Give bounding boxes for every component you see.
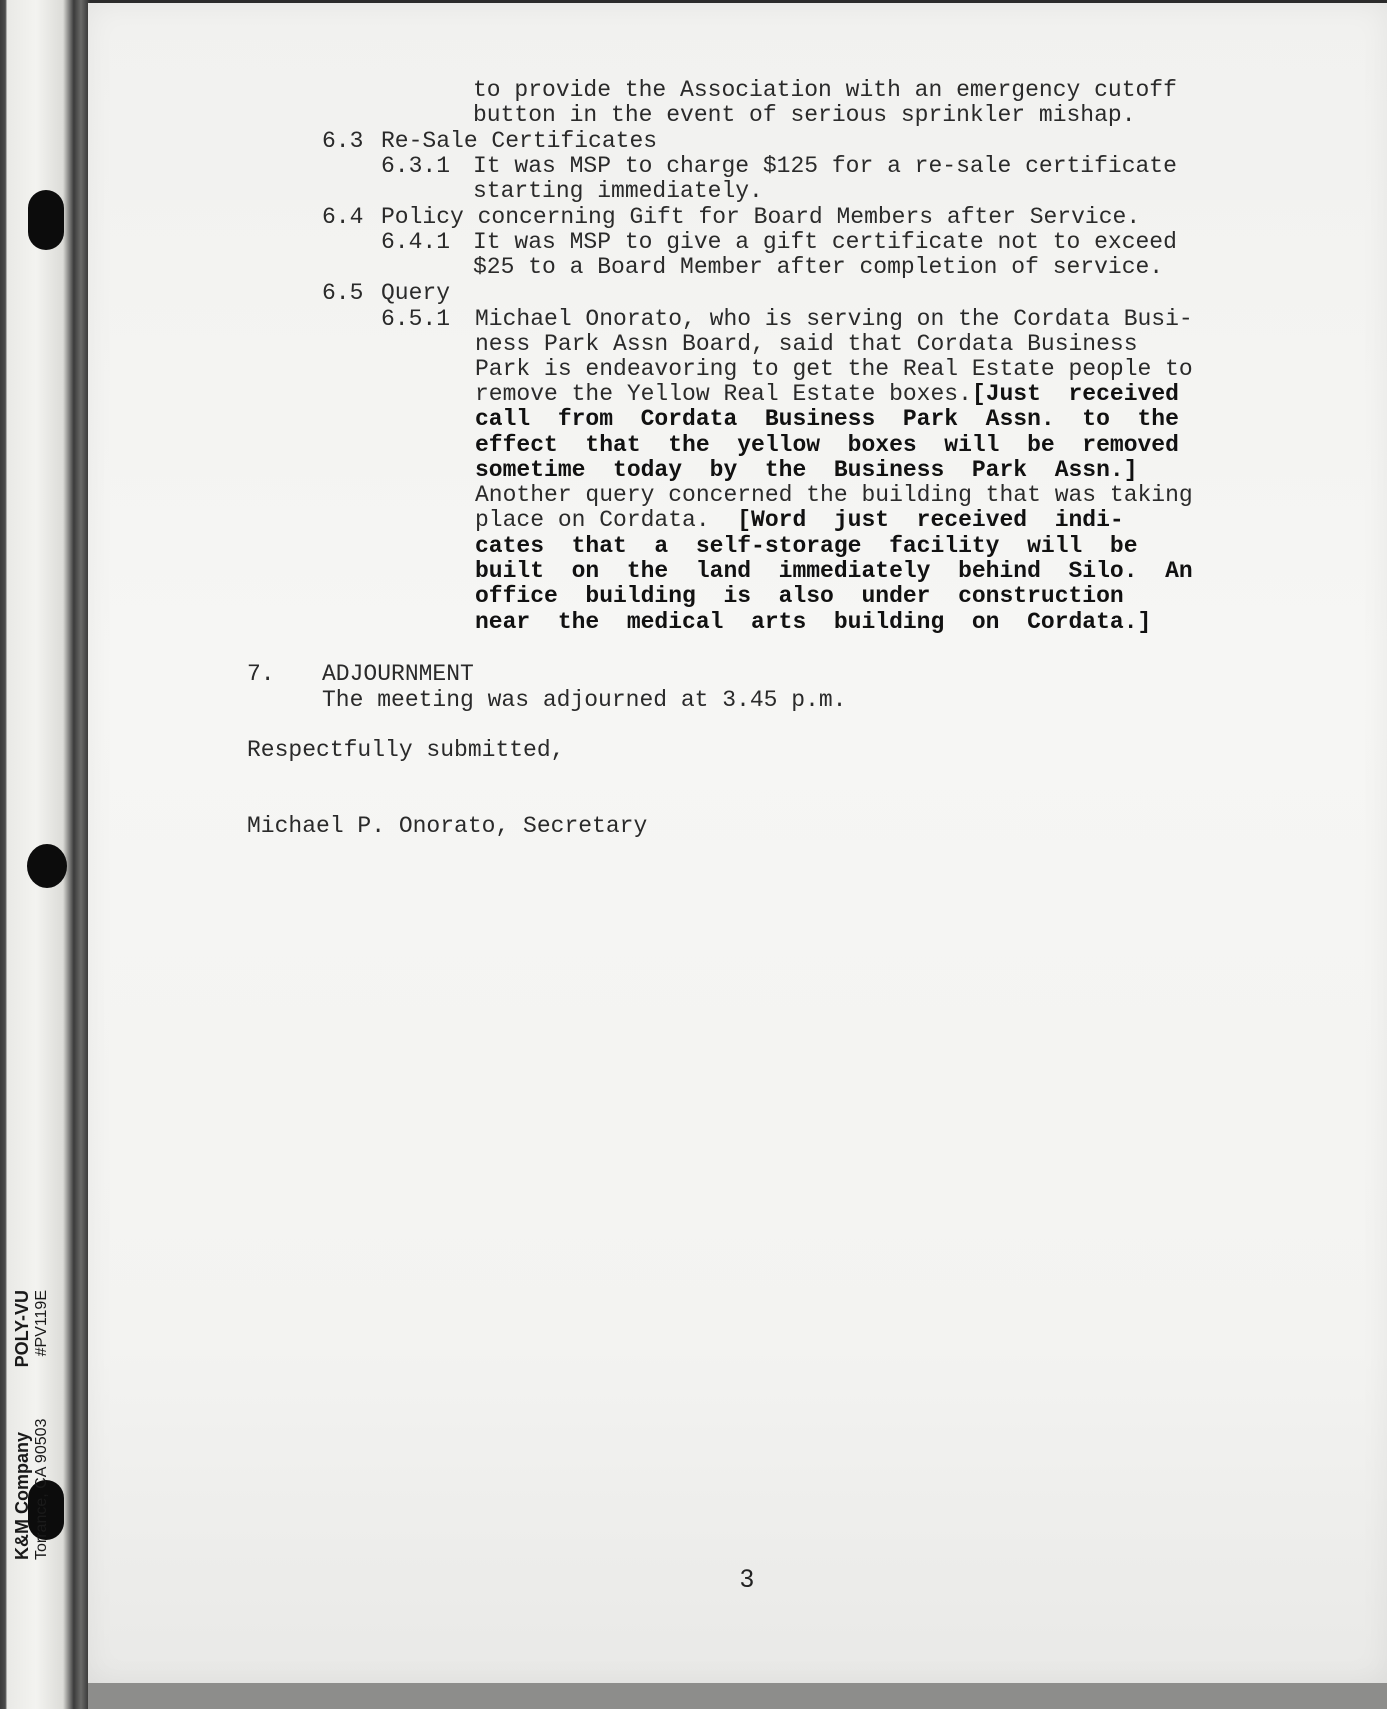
paragraph-line: starting immediately. [473, 178, 763, 204]
paragraph-line: It was MSP to charge $125 for a re-sale certificate [473, 153, 1177, 179]
binder-product: POLY-VU [12, 1290, 32, 1368]
paragraph-line: ness Park Assn Board, said that Cordata Business [475, 331, 1138, 357]
plain-text: remove the Yellow Real Estate boxes. [475, 381, 972, 407]
binder-label [12, 1290, 72, 1560]
section-number: 6.3 [322, 128, 364, 154]
paragraph-line: It was MSP to give a gift certificate not to exceed [473, 229, 1177, 255]
paragraph-line: The meeting was adjourned at 3.45 p.m. [322, 687, 847, 713]
punch-hole [28, 190, 64, 250]
bold-note-line: effect that the yellow boxes will be removed [475, 432, 1179, 458]
bold-note-line: sometime today by the Business Park Assn.] [475, 457, 1138, 483]
subsection-number: 6.4.1 [381, 229, 451, 255]
plain-text: place on Cordata. [475, 507, 738, 533]
binder-address: Torrance, CA 90503 [33, 1418, 50, 1560]
binder-sheet-protector [0, 0, 90, 1709]
signature: Michael P. Onorato, Secretary [247, 813, 648, 839]
section-title: Query [381, 280, 451, 306]
section-number: 6.4 [322, 204, 364, 230]
binder-model: #PV119E [33, 1290, 50, 1357]
page-number: 3 [740, 1565, 754, 1593]
paragraph-line: Park is endeavoring to get the Real Estate people to [475, 356, 1193, 382]
section-title: Re-Sale Certificates [381, 128, 658, 154]
subsection-number: 6.3.1 [381, 153, 451, 179]
binder-brand: K&M Company [12, 1431, 32, 1560]
bold-note: [Just received [971, 381, 1179, 407]
section-number: 7. [247, 661, 275, 687]
paragraph-line [475, 381, 1179, 407]
intro-line: to provide the Association with an emergency cutoff [473, 77, 1177, 103]
section-title: ADJOURNMENT [322, 661, 474, 687]
bold-note-line: built on the land immediately behind Silo. An [475, 558, 1193, 584]
paragraph-line: Michael Onorato, who is serving on the Cordata Busi- [475, 306, 1193, 332]
bold-note: [Word just received indi- [737, 507, 1124, 533]
page-edge [88, 1683, 1387, 1709]
subsection-number: 6.5.1 [381, 306, 451, 332]
section-number: 6.5 [322, 280, 364, 306]
bold-note-line: call from Cordata Business Park Assn. to the [475, 406, 1179, 432]
paragraph-line: Another query concerned the building that was taking [475, 482, 1193, 508]
section-title: Policy concerning Gift for Board Members after Service. [381, 204, 1141, 230]
paragraph-line: $25 to a Board Member after completion of service. [473, 254, 1164, 280]
closing: Respectfully submitted, [247, 737, 565, 763]
bold-note-line: near the medical arts building on Cordata.] [475, 609, 1152, 635]
intro-line: button in the event of serious sprinkler mishap. [473, 102, 1136, 128]
bold-note-line: cates that a self-storage facility will be [475, 533, 1138, 559]
bold-note-line: office building is also under construction [475, 583, 1124, 609]
punch-hole [27, 844, 67, 888]
paragraph-line [475, 507, 1124, 533]
